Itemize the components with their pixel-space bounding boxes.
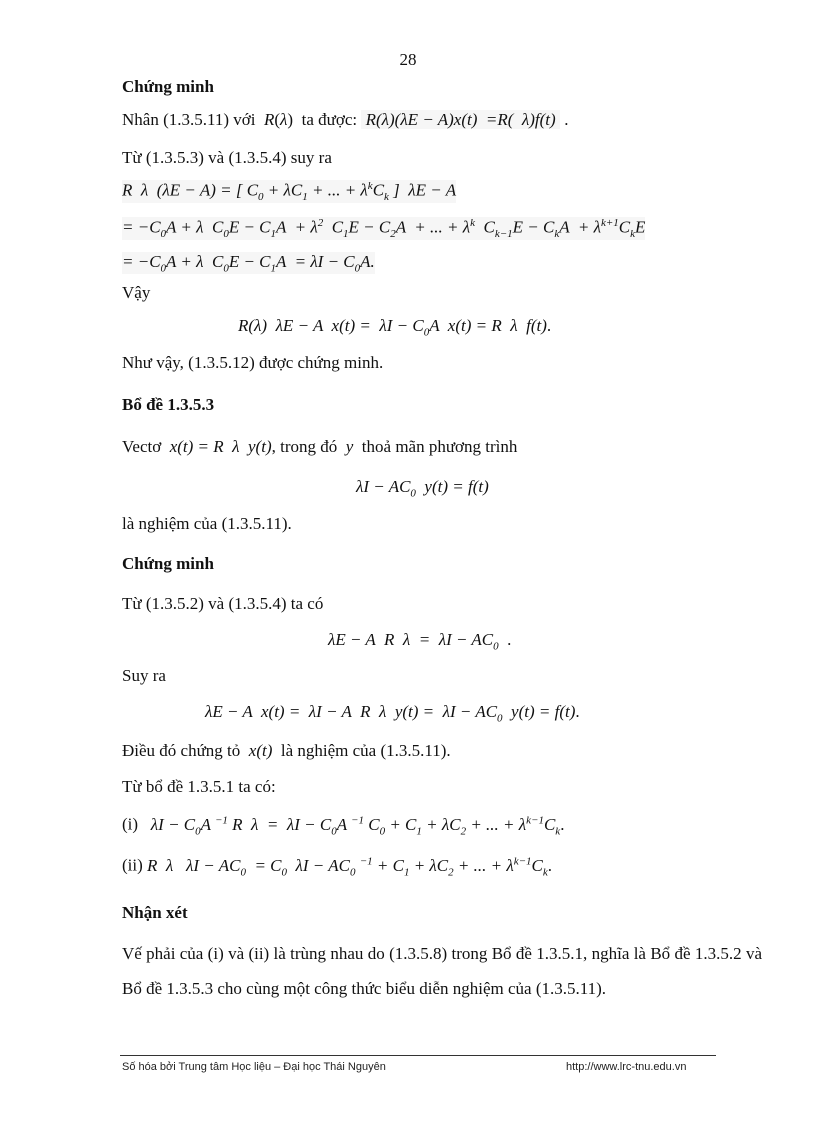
- lemma-satisfies-text: thoả mãn phương trình: [361, 437, 518, 456]
- footer-left: Số hóa bởi Trung tâm Học liệu – Đại học Thái Nguyên: [122, 1061, 386, 1073]
- proof1-line2: Từ (1.3.5.3) và (1.3.5.4) suy ra: [122, 148, 332, 167]
- remark-body: Vế phải của (i) và (ii) là trùng nhau do (1.3.5.8) trong Bổ đề 1.3.5.1, nghĩa là Bổ đề 1.3.5.2 và Bổ đề 1.3.5.3 cho cùng một công thức biểu diễn nghiệm của (1.3.5.11).: [122, 944, 762, 998]
- item-ii: [122, 855, 552, 878]
- formula-item-i: $\lambda I - C_0A$ $^{-1}$ R $\lambda = \lambda I - C_0A$ $^{-1}$ $C_0 + C_1 + \lambda C_2$ + ... + $\lambda^{k-1}C_k$.: [142, 814, 565, 838]
- formula-suy-ra: λE − A x(t) = λI − A R λ $y(t) = \lambda I - AC_0$ y(t) = f(t).: [205, 702, 580, 725]
- item-ii-label: (ii): [122, 855, 143, 875]
- item-i-label: (i): [122, 814, 139, 834]
- page-number: 28: [399, 50, 417, 69]
- formula-line-1: R λ (λE − A) = [ $C_0 + \lambda C_1$ + ... + $\lambda^kC_k$ ] λE − A: [122, 180, 457, 204]
- formula-line-3: = $-C_0A + \lambda$ $C_0E - C_1A = \lambda I - C_0A$.: [122, 252, 375, 275]
- footer-url[interactable]: http://www.lrc-tnu.edu.vn: [566, 1061, 687, 1073]
- formula-item-ii: R λ $\lambda I - AC_0 = C_0$ $\lambda I - AC_0$ $^{-1} + C_1 + \lambda C_2$ + ... + $\lambda^{k-1}C_k$.: [142, 855, 552, 879]
- formula-x-def: x(t) = R λ y(t): [165, 437, 272, 456]
- lemma-vector-text: Vectơ: [122, 437, 162, 456]
- proof-heading-2: Chứng minh: [122, 554, 214, 573]
- from-lemma-text: Từ bổ đề 1.3.5.1 ta có:: [122, 777, 276, 796]
- formula-proof2-identity: λE − A R $\lambda = \lambda I - AC_0$ .: [328, 630, 512, 653]
- proof-heading-1: Chứng minh: [122, 77, 214, 96]
- lemma-statement: Vectơ x(t) = R λ y(t), trong đó y thoả mãn phương trình: [122, 437, 518, 456]
- formula-r-lambda: R: [259, 110, 275, 129]
- remark-heading: Nhận xét: [122, 903, 188, 922]
- proves-text-a: Điều đó chứng tỏ: [122, 741, 241, 760]
- proof1-line1-text: Nhân (1.3.5.11) với: [122, 110, 256, 129]
- lemma-where-text: , trong đó: [271, 437, 338, 456]
- formula-resolvent-equation: R(λ)(λE − A)x(t) =R( λ)f(t): [361, 110, 560, 129]
- proof1-conclusion: Như vậy, (1.3.5.12) được chứng minh.: [122, 353, 384, 372]
- proves-text-b: là nghiệm của (1.3.5.11).: [280, 741, 451, 760]
- suy-ra-label: Suy ra: [122, 666, 166, 685]
- formula-line-2: = $-C_0A + \lambda$ $C_0E - C_1A + \lambda^2$ $C_1E - C_2A$ + ... + $\lambda^k$ $C_{k-1}E - C_kA + \lambda^{k+1}C_kE$: [122, 217, 646, 241]
- proof1-line1: Nhân (1.3.5.11) với R(λ) ta được: R(λ)(λE − A)x(t) =R( λ)f(t) .: [122, 110, 569, 129]
- proof2-from-text: Từ (1.3.5.2) và (1.3.5.4) ta có: [122, 594, 324, 613]
- footer-divider: [120, 1055, 716, 1056]
- item-i: [122, 814, 564, 837]
- proof2-proves: Điều đó chứng tỏ x(t) là nghiệm của (1.3.5.11).: [122, 741, 451, 760]
- lemma-is-solution: là nghiệm của (1.3.5.11).: [122, 514, 292, 533]
- formula-vay: R(λ) λE − A $x(t) = \lambda I - C_0A$ x(t) = R λ f(t).: [238, 316, 552, 339]
- formula-lemma-equation: $\lambda I - AC_0$ y(t) = f(t): [356, 477, 489, 500]
- lemma-heading: Bổ đề 1.3.5.3: [122, 395, 215, 414]
- proof1-line1-mid: ta được:: [301, 110, 358, 129]
- vay-label: Vậy: [122, 283, 151, 302]
